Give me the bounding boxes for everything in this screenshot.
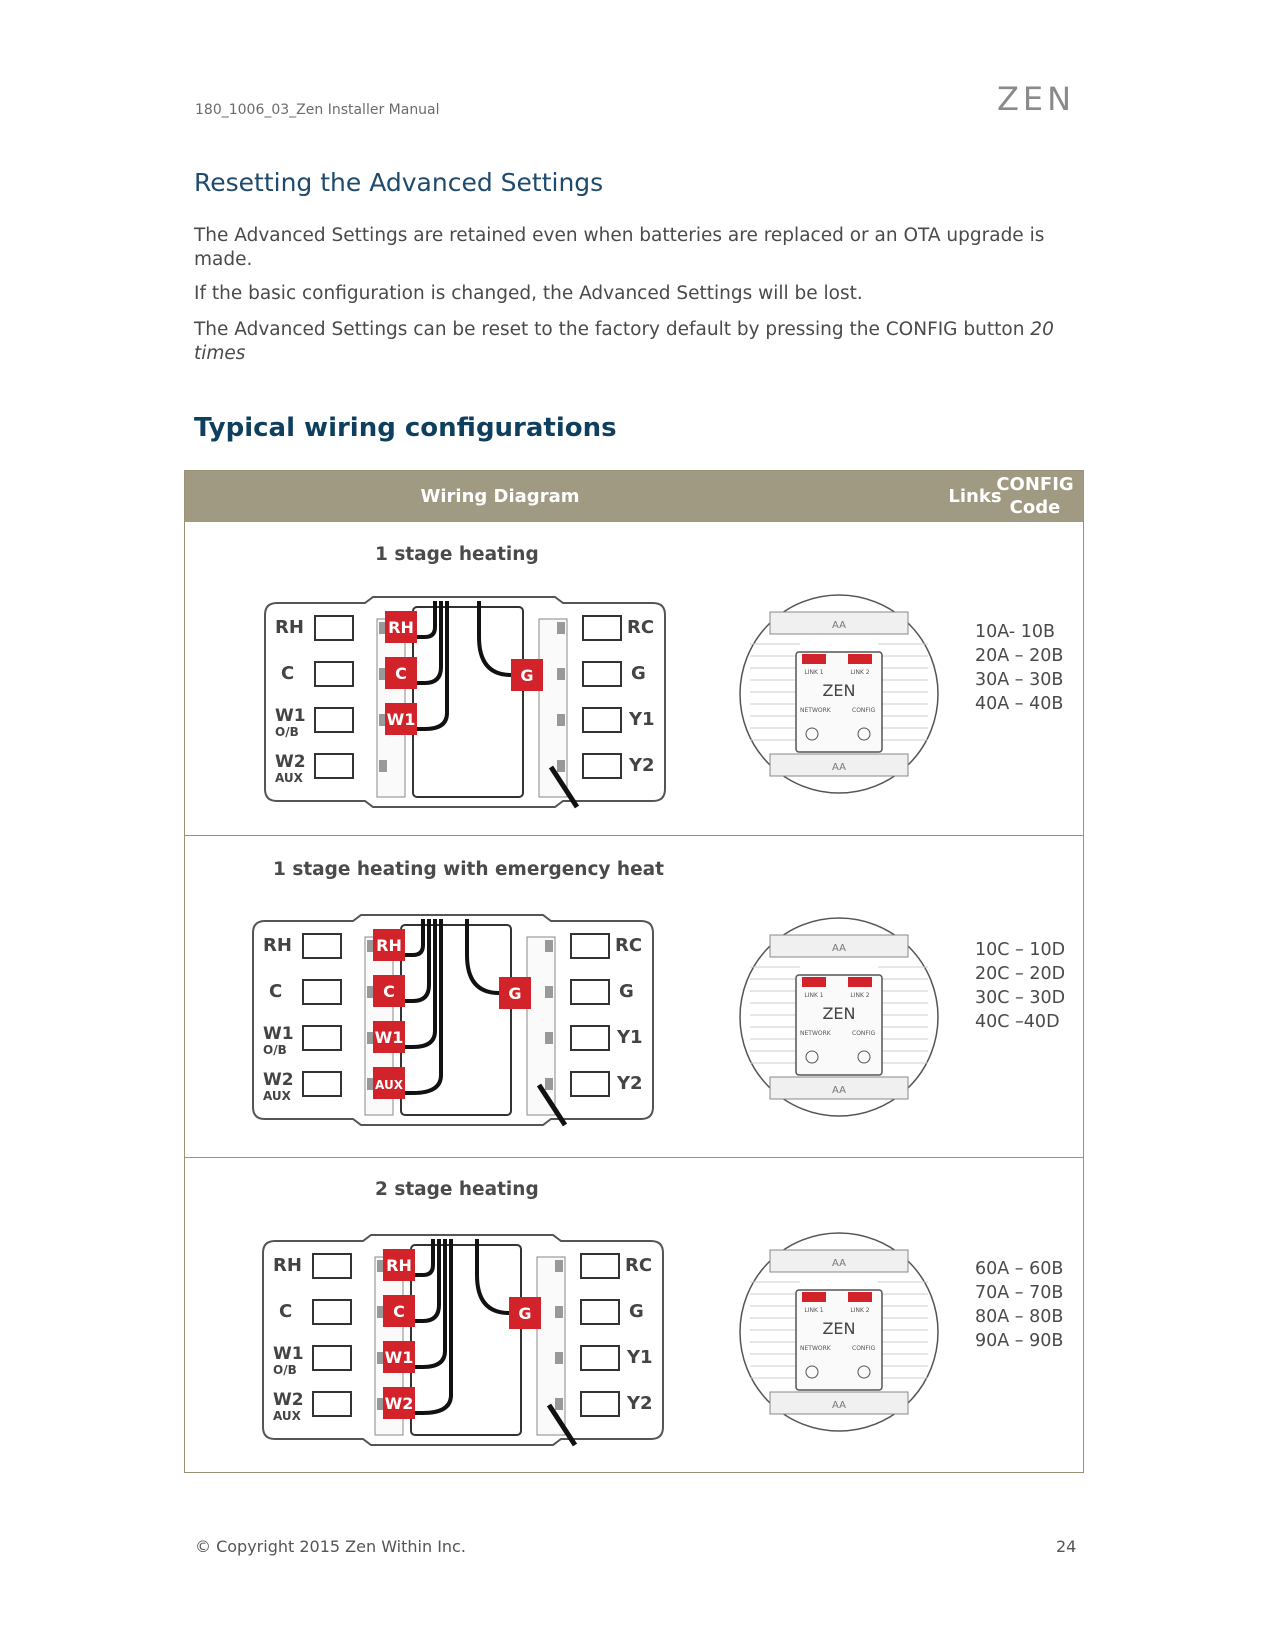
terminal-screw [545, 1032, 553, 1044]
config-label: CONFIG [852, 1345, 876, 1352]
terminal-slot-right [583, 708, 621, 732]
terminal-slot-right [583, 754, 621, 778]
terminal-label-g: G [629, 1301, 644, 1322]
terminal-screw [557, 622, 565, 634]
terminal-label-y2: Y2 [629, 755, 655, 776]
terminal-label-w1: W1 [275, 706, 306, 726]
config-code: 20C – 20D [975, 964, 1066, 984]
battery-label: AA [832, 943, 846, 954]
terminal-label-w1: W1 [273, 1344, 304, 1364]
terminal-slot-right [581, 1300, 619, 1324]
terminal-screw [545, 986, 553, 998]
link-jumper-2 [848, 977, 872, 987]
wire-marker-label: RH [376, 936, 402, 955]
header-links: Links [948, 486, 1002, 507]
terminal-label-c: C [269, 981, 283, 1002]
wiring-diagram [253, 1235, 673, 1449]
terminal-screw [555, 1398, 563, 1410]
section-title-reset: Resetting the Advanced Settings [194, 168, 604, 197]
battery-label: AA [832, 762, 846, 773]
terminal-label-w2: W2 [273, 1390, 304, 1410]
terminal-slot-left [303, 1072, 341, 1096]
terminal-slot-left [315, 708, 353, 732]
terminal-slot-left [313, 1300, 351, 1324]
terminal-label-w2: W2 [275, 752, 306, 772]
config-codes [975, 620, 1063, 716]
terminal-screw [557, 714, 565, 726]
terminal-label-rc: RC [615, 935, 643, 956]
thermostat-links-image [730, 594, 948, 798]
terminal-label-g: G [631, 663, 646, 684]
wire-marker-label: W2 [384, 1394, 414, 1413]
config-code: 20A – 20B [975, 646, 1064, 666]
module-brand: ZEN [822, 681, 856, 700]
link-jumper-1 [802, 977, 826, 987]
link-jumper-1 [802, 1292, 826, 1302]
battery-label: AA [832, 1400, 846, 1411]
header-config-code [960, 473, 1110, 519]
terminal-slot-left [313, 1392, 351, 1416]
config-label: CONFIG [852, 707, 876, 714]
terminal-slot-left [313, 1346, 351, 1370]
config-code: 70A – 70B [975, 1283, 1064, 1303]
config-label: CONFIG [852, 1030, 876, 1037]
link-jumper-2 [848, 654, 872, 664]
row-label: 1 stage heating with emergency heat [273, 859, 664, 880]
terminal-label-y2: Y2 [627, 1393, 653, 1414]
terminal-label-aux: AUX [275, 771, 303, 785]
wire-marker-label: RH [386, 1256, 412, 1275]
battery-label: AA [832, 1085, 846, 1096]
config-code: 30A – 30B [975, 670, 1064, 690]
wire-marker-label: G [518, 1304, 532, 1323]
terminal-label-rc: RC [627, 617, 655, 638]
module-brand: ZEN [822, 1319, 856, 1338]
paragraph-lost: If the basic configuration is changed, the Advanced Settings will be lost. [194, 283, 863, 304]
terminal-screw [545, 940, 553, 952]
terminal-label-rh: RH [273, 1255, 302, 1276]
terminal-slot-left [303, 1026, 341, 1050]
row-label: 1 stage heating [375, 544, 539, 565]
wire-marker-label: AUX [375, 1078, 403, 1092]
wire-marker-label: C [395, 664, 407, 683]
terminal-label-rc: RC [625, 1255, 653, 1276]
battery-label: AA [832, 1258, 846, 1269]
terminal-slot-right [571, 1026, 609, 1050]
wire-marker-label: W1 [386, 710, 416, 729]
paragraph-retained: The Advanced Settings are retained even when batteries are replaced or an OTA upgrade is made. [194, 225, 1045, 270]
terminal-label-y1: Y1 [629, 709, 655, 730]
config-code: 90A – 90B [975, 1331, 1064, 1351]
terminal-label-y2: Y2 [617, 1073, 643, 1094]
config-code: 30C – 30D [975, 988, 1066, 1008]
terminal-slot-right [583, 662, 621, 686]
header-wiring-diagram: Wiring Diagram [420, 486, 580, 507]
reset-text: The Advanced Settings can be reset to the factory default by pressing the CONFIG button [194, 319, 1031, 340]
terminal-slot-left [315, 662, 353, 686]
terminal-slot-right [583, 616, 621, 640]
svg-text:ZEN: ZEN [997, 80, 1076, 118]
config-code: 10C – 10D [975, 940, 1066, 960]
config-code: 40A – 40B [975, 694, 1064, 714]
terminal-slot-left [313, 1254, 351, 1278]
terminal-slot-left [315, 754, 353, 778]
terminal-screw [555, 1260, 563, 1272]
wire-marker-label: C [383, 982, 395, 1001]
config-codes [975, 1257, 1063, 1353]
wire-marker-label: G [520, 666, 534, 685]
link2-label: LINK 2 [850, 992, 870, 999]
network-label: NETWORK [800, 1345, 831, 1352]
config-code: 60A – 60B [975, 1259, 1064, 1279]
footer-page-number: 24 [1056, 1537, 1077, 1556]
terminal-label-w2: W2 [263, 1070, 294, 1090]
table-row [185, 522, 1083, 835]
terminal-slot-right [581, 1392, 619, 1416]
terminal-label-ob: O/B [273, 1363, 297, 1377]
header-config-line1: CONFIG [996, 474, 1074, 495]
terminal-slot-left [303, 934, 341, 958]
module-brand: ZEN [822, 1004, 856, 1023]
terminal-label-ob: O/B [275, 725, 299, 739]
wiring-table [184, 470, 1084, 1473]
paragraph-reset-instructions [194, 318, 1084, 366]
terminal-label-aux: AUX [263, 1089, 291, 1103]
terminal-slot-left [315, 616, 353, 640]
terminal-screw [555, 1352, 563, 1364]
terminal-label-y1: Y1 [617, 1027, 643, 1048]
terminal-slot-left [303, 980, 341, 1004]
terminal-screw [379, 760, 387, 772]
network-label: NETWORK [800, 1030, 831, 1037]
config-code: 80A – 80B [975, 1307, 1064, 1327]
config-code: 40C –40D [975, 1012, 1060, 1032]
table-header [185, 471, 1083, 522]
section-title-wiring: Typical wiring configurations [194, 413, 617, 443]
wire-marker-label: C [393, 1302, 405, 1321]
link1-label: LINK 1 [804, 1307, 824, 1314]
terminal-label-c: C [281, 663, 295, 684]
wiring-diagram [255, 597, 675, 811]
terminal-screw [545, 1078, 553, 1090]
footer-copyright: © Copyright 2015 Zen Within Inc. [195, 1537, 466, 1556]
terminal-slot-right [581, 1254, 619, 1278]
terminal-slot-right [571, 980, 609, 1004]
terminal-screw [557, 668, 565, 680]
document-id: 180_1006_03_Zen Installer Manual [195, 102, 440, 118]
link-jumper-2 [848, 1292, 872, 1302]
thermostat-links-image [730, 1232, 948, 1436]
network-label: NETWORK [800, 707, 831, 714]
reset-times: 20 times [194, 319, 1054, 364]
config-code: 10A- 10B [975, 622, 1056, 642]
terminal-label-rh: RH [275, 617, 304, 638]
link2-label: LINK 2 [850, 669, 870, 676]
terminal-label-aux: AUX [273, 1409, 301, 1423]
table-row [185, 1157, 1083, 1472]
terminal-label-c: C [279, 1301, 293, 1322]
wire-marker-label: W1 [384, 1348, 414, 1367]
terminal-label-w1: W1 [263, 1024, 294, 1044]
terminal-screw [555, 1306, 563, 1318]
wire-marker-label: W1 [374, 1028, 404, 1047]
config-codes [975, 938, 1065, 1034]
terminal-label-ob: O/B [263, 1043, 287, 1057]
terminal-label-g: G [619, 981, 634, 1002]
table-row [185, 835, 1083, 1157]
terminal-slot-right [571, 934, 609, 958]
wiring-diagram [243, 915, 663, 1129]
wire-marker-label: G [508, 984, 522, 1003]
link2-label: LINK 2 [850, 1307, 870, 1314]
zen-logo [997, 80, 1076, 120]
terminal-slot-right [571, 1072, 609, 1096]
header-config-line2: Code [1009, 497, 1061, 518]
terminal-label-y1: Y1 [627, 1347, 653, 1368]
battery-label: AA [832, 620, 846, 631]
link-jumper-1 [802, 654, 826, 664]
link1-label: LINK 1 [804, 992, 824, 999]
terminal-slot-right [581, 1346, 619, 1370]
link1-label: LINK 1 [804, 669, 824, 676]
row-label: 2 stage heating [375, 1179, 539, 1200]
thermostat-links-image [730, 917, 948, 1121]
terminal-label-rh: RH [263, 935, 292, 956]
wire-marker-label: RH [388, 618, 414, 637]
terminal-screw [557, 760, 565, 772]
